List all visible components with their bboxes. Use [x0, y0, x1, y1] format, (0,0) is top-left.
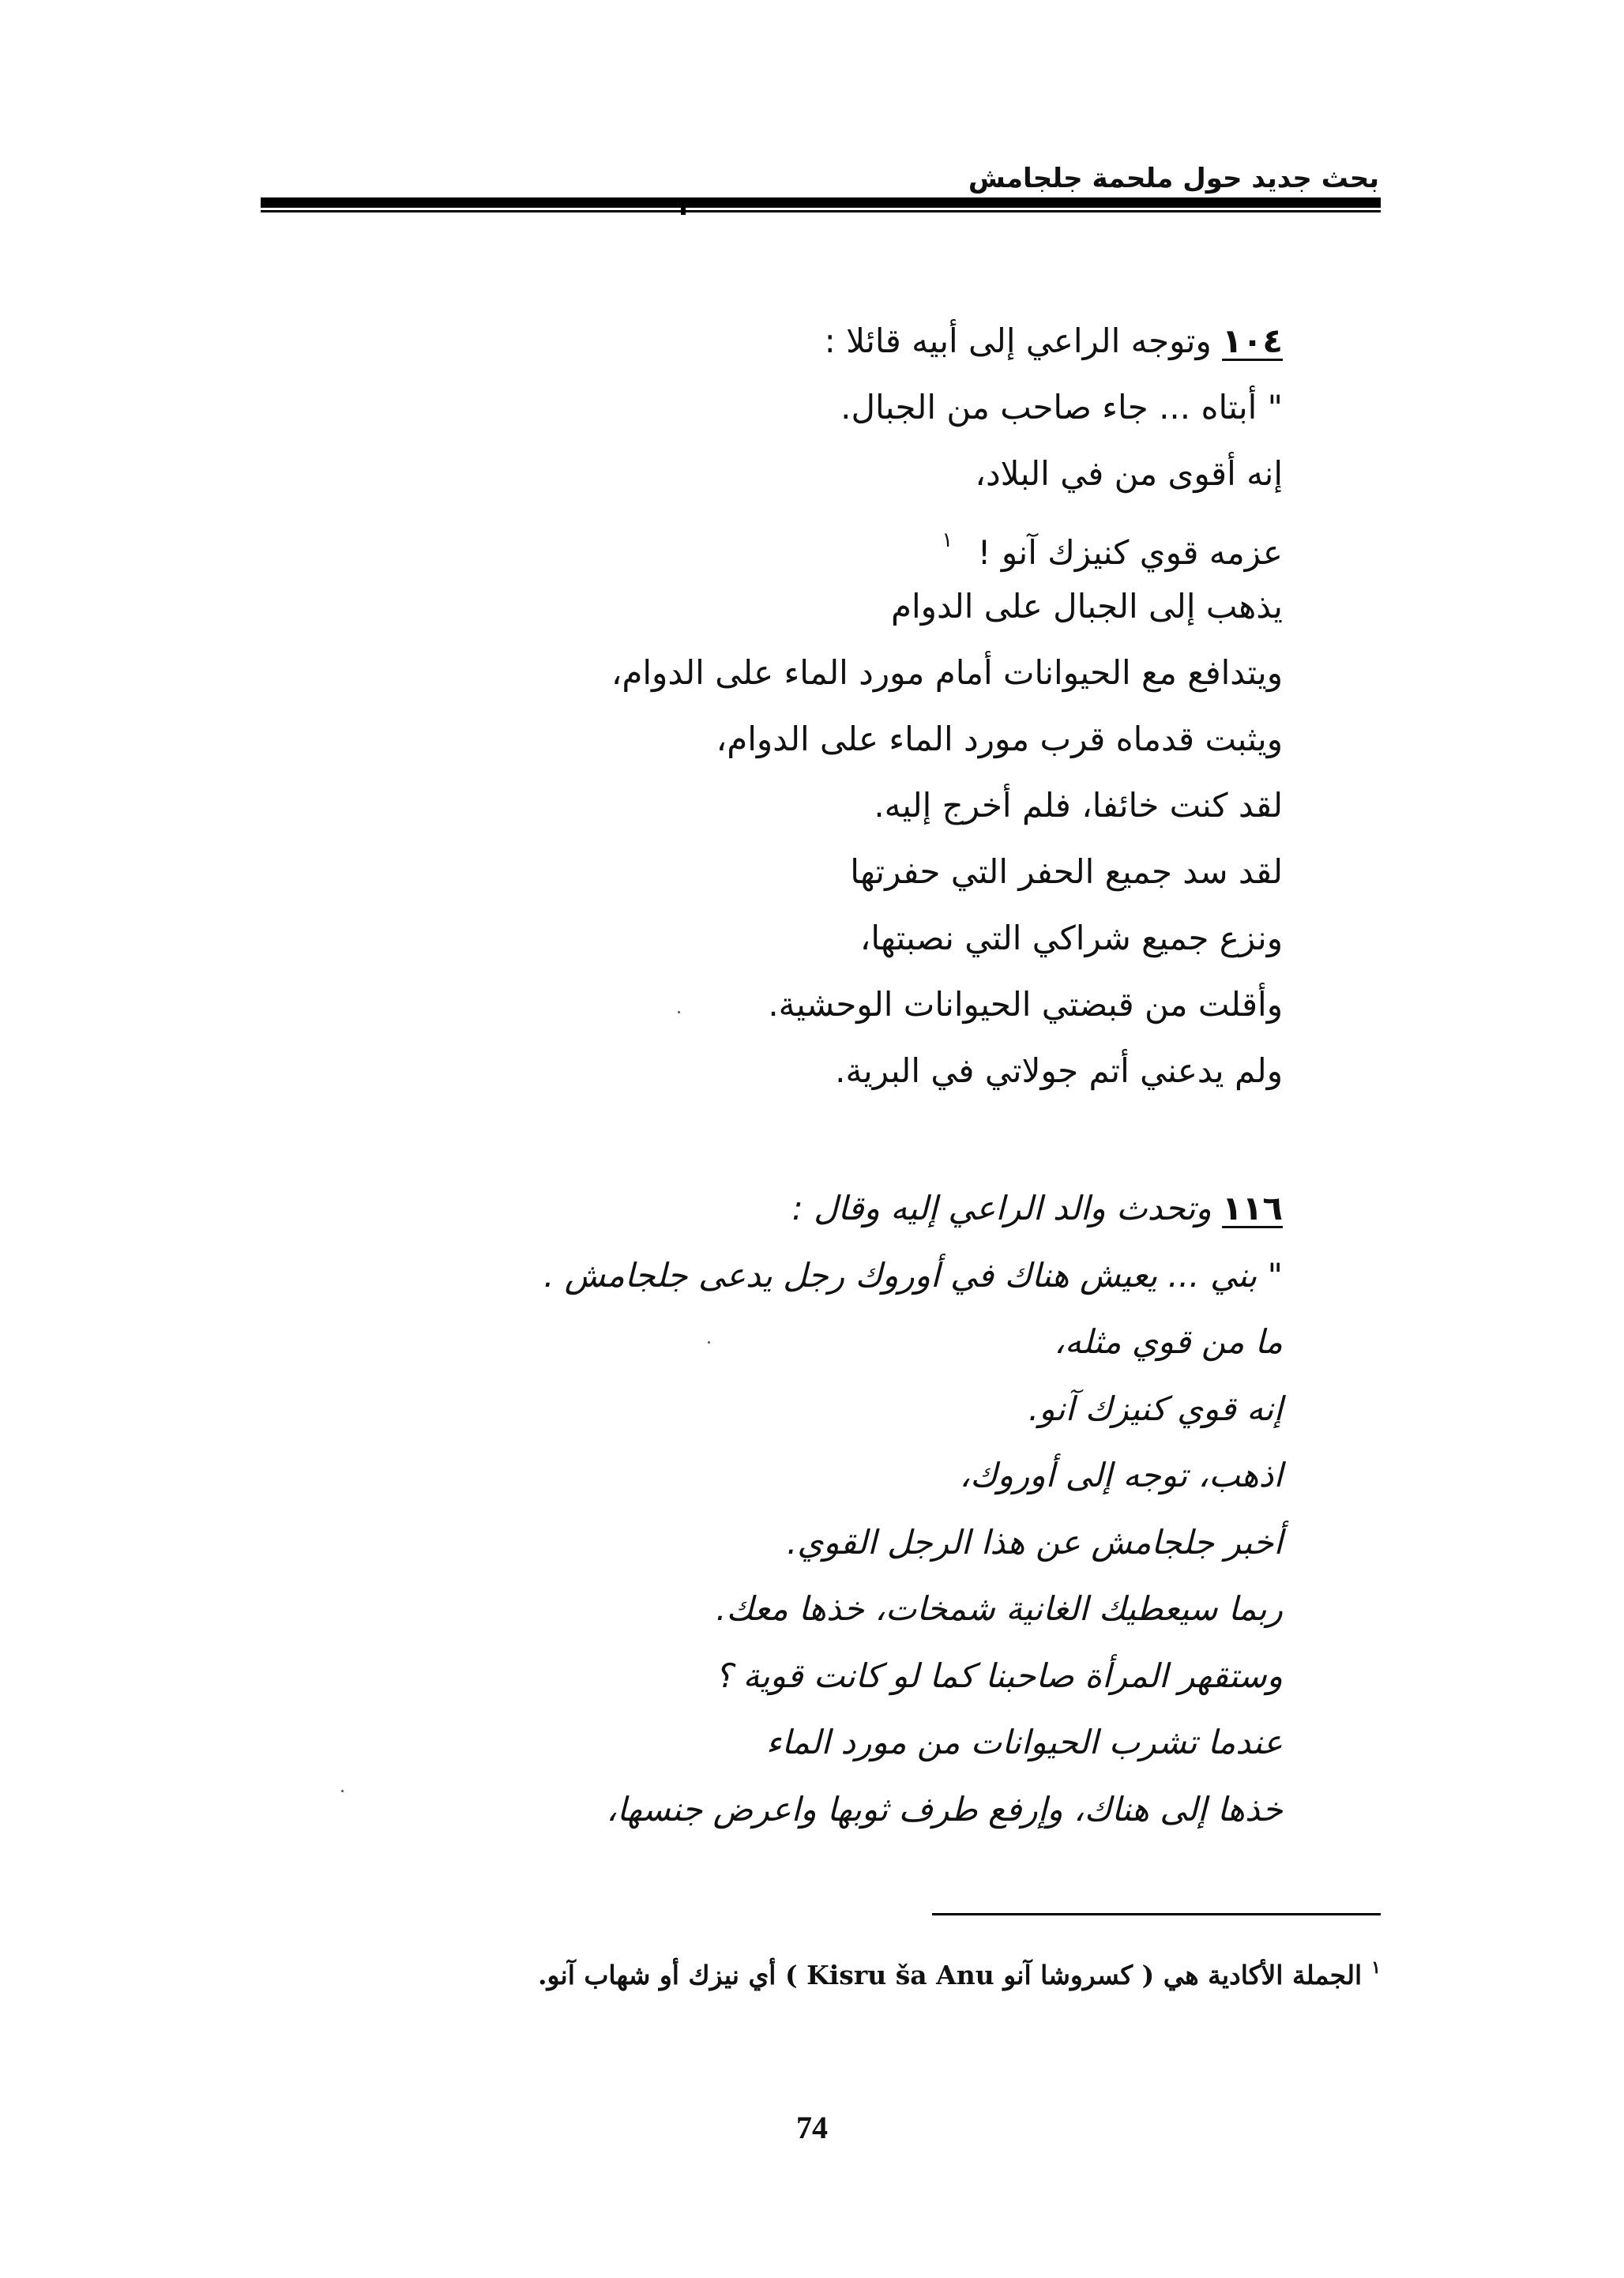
verse-line: ولم يدعني أتم جولاتي في البرية.	[835, 1051, 1283, 1090]
stanza-104	[335, 308, 1283, 1104]
verse-line: ويثبت قدماه قرب مورد الماء على الدوام،	[716, 720, 1283, 758]
stanza-heading	[335, 1175, 1283, 1242]
verse-line: وستقهر المرأة صاحبنا كما لو كانت قوية ؟	[714, 1656, 1283, 1695]
scan-speck	[341, 1790, 344, 1792]
verse-line: وأقلت من قبضتي الحيوانات الوحشية.	[768, 985, 1283, 1024]
stanza-intro: وتحدث والد الراعي إليه وقال :	[791, 1189, 1223, 1227]
footnote-latin-term: Kisru ša Anu	[806, 1960, 994, 1990]
stanza-heading	[335, 308, 1283, 374]
verse-line: أخبر جلجامش عن هذا الرجل القوي.	[787, 1522, 1283, 1562]
scan-speck	[678, 1011, 680, 1013]
verse-line: " أبتاه ... جاء صاحب من الجبال.	[840, 388, 1283, 427]
header-rule-thin	[261, 210, 1381, 212]
verse-line: لقد كنت خائفا، فلم أخرج إليه.	[874, 786, 1283, 825]
scan-speck	[708, 1341, 710, 1344]
verse-line-with-note	[335, 507, 1283, 573]
header-rule-thick	[261, 197, 1381, 208]
verse-line: خذها إلى هناك، وإرفع طرف ثوبها واعرض جنسها،	[606, 1789, 1283, 1829]
verse-line: ونزع جميع شراكي التي نصبتها،	[859, 919, 1283, 957]
header-rule-mark	[681, 207, 686, 215]
verse-line: يذهب إلى الجبال على الدوام	[890, 587, 1283, 626]
running-head: بحث جديد حول ملحمة جلجامش	[968, 163, 1379, 194]
footnote-separator	[932, 1913, 1381, 1915]
verse-line: ربما سيعطيك الغانية شمخات، خذها معك.	[716, 1589, 1283, 1628]
verse-text: عزمه قوي كنيزك آنو !	[967, 533, 1283, 572]
verse-line: اذهب، توجه إلى أوروك،	[959, 1456, 1283, 1494]
footnote-text-before: الجملة الأكادية هي ( كسروشا آنو	[994, 1960, 1363, 1990]
verse-line: لقد سد جميع الحفر التي حفرتها	[850, 852, 1283, 891]
stanza-intro: وتوجه الراعي إلى أبيه قائلا :	[824, 321, 1223, 360]
verse-line: ويتدافع مع الحيوانات أمام مورد الماء على الدوام،	[611, 653, 1283, 692]
verse-line: " بني ... يعيش هناك في أوروك رجل يدعى جلجامش .	[543, 1255, 1283, 1295]
verse-line: عندما تشرب الحيوانات من مورد الماء	[765, 1723, 1283, 1761]
footnote	[196, 1957, 1381, 1990]
verse-line: ما من قوي مثله،	[1054, 1322, 1283, 1361]
footnote-text-after: ) أي نيزك أو شهاب آنو.	[537, 1960, 807, 1990]
verse-number: ١١٦	[1222, 1189, 1283, 1227]
footnote-mark: ١	[1371, 1957, 1381, 1978]
verse-line: إنه أقوى من في البلاد،	[975, 454, 1283, 493]
stanza-116	[335, 1175, 1283, 1843]
page-number: 74	[796, 2110, 828, 2145]
verse-line: إنه قوي كنيزك آنو.	[1028, 1389, 1283, 1428]
verse-number: ١٠٤	[1222, 321, 1283, 360]
footnote-reference: ١	[942, 528, 953, 552]
